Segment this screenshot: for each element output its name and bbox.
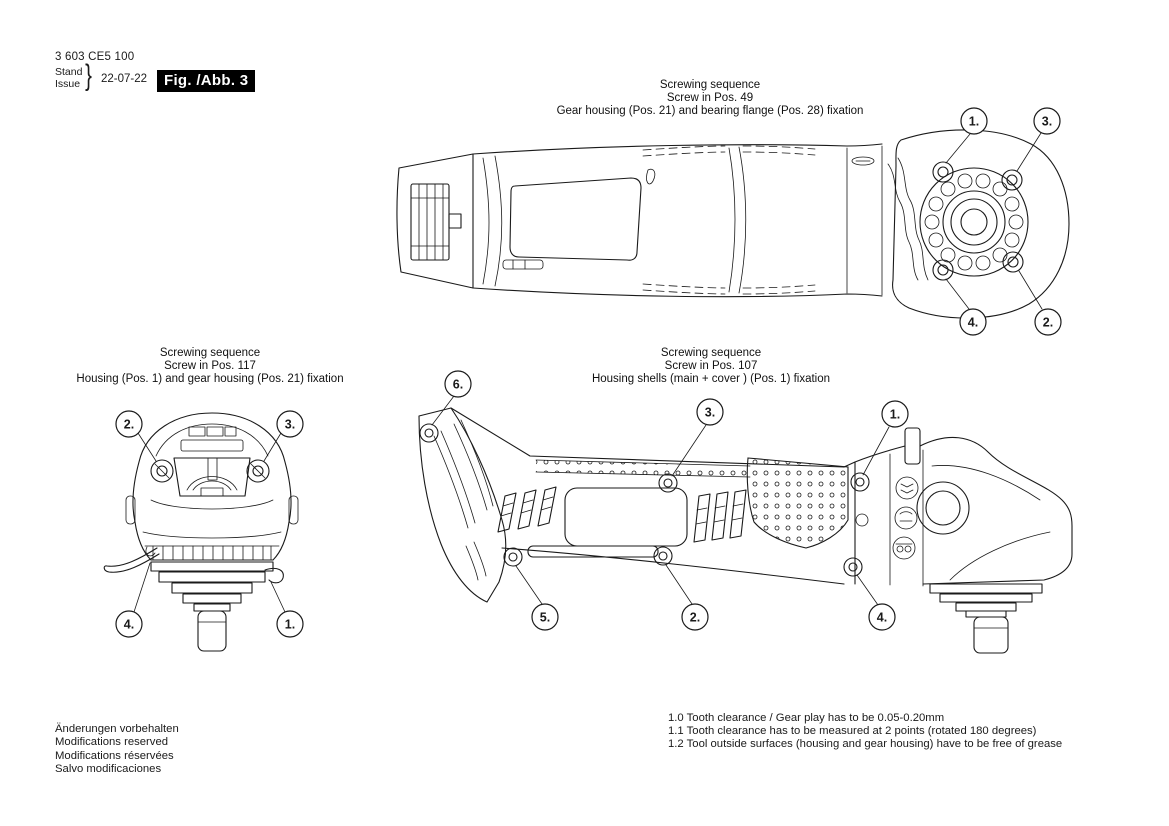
screw-markers-front-view <box>151 460 269 482</box>
part-number: 3 603 CE5 100 <box>55 51 135 63</box>
issue-label: Issue <box>55 78 81 90</box>
screw-pos107-1 <box>851 473 869 491</box>
warning-icon-2 <box>895 507 917 529</box>
svg-text:2.: 2. <box>1042 315 1054 330</box>
bearing-flange <box>920 168 1028 276</box>
spindle <box>198 611 226 651</box>
callout-1 <box>961 108 987 134</box>
svg-text:3.: 3. <box>1041 114 1053 129</box>
grinder-top-view-drawing <box>385 104 1080 354</box>
assembly-note-1-2: 1.2 Tool outside surfaces (housing and gear housing) have to be free of grease <box>668 738 1063 751</box>
goggles-icon <box>893 537 915 559</box>
screw-pos49-2 <box>1003 252 1023 272</box>
rear-vent-block <box>397 154 502 288</box>
caption-line: Screw in Pos. 49 <box>666 92 754 104</box>
screw-pos107-6 <box>420 424 438 442</box>
callout-6 <box>445 371 471 397</box>
spindle-stack <box>930 584 1042 653</box>
callout-4 <box>116 611 142 637</box>
svg-text:4.: 4. <box>967 315 979 330</box>
svg-text:1.: 1. <box>284 617 296 632</box>
housing-dome <box>139 413 285 462</box>
screw-pos117-2 <box>151 460 173 482</box>
flange-stack <box>151 562 273 651</box>
screw-pos49-1 <box>933 162 953 182</box>
svg-text:3.: 3. <box>284 417 296 432</box>
neck-rings <box>729 147 746 293</box>
svg-text:1.: 1. <box>889 407 901 422</box>
screw-pos107-5 <box>504 548 522 566</box>
grip-ribs <box>643 146 882 295</box>
caption-line: Housing shells (main + cover ) (Pos. 1) fixation <box>591 373 831 385</box>
callout-1 <box>882 401 908 427</box>
stand-label: Stand <box>55 66 83 78</box>
svg-text:3.: 3. <box>704 405 716 420</box>
caption-line: Screw in Pos. 117 <box>164 360 256 372</box>
molded-icons <box>893 477 918 559</box>
revision-note-en: Modifications reserved <box>55 736 169 749</box>
caption-line: Screwing sequence <box>660 347 762 359</box>
revision-note-de: Änderungen vorbehalten <box>55 723 179 735</box>
callout-4 <box>960 309 986 335</box>
svg-text:6.: 6. <box>452 377 464 392</box>
issue-date: 22-07-22 <box>101 73 148 85</box>
svg-text:4.: 4. <box>123 617 135 632</box>
spindle <box>974 617 1008 653</box>
revision-note-es: Salvo modificaciones <box>55 763 162 776</box>
callout-3 <box>697 399 723 425</box>
caption-line: Screwing sequence <box>659 79 761 91</box>
gear-head <box>844 428 1072 586</box>
lock-lever <box>905 428 920 464</box>
top-window <box>510 178 641 260</box>
caption-line: Screwing sequence <box>159 347 261 359</box>
figure-number-box: Fig. /Abb. 3 <box>157 70 255 92</box>
svg-text:1.: 1. <box>968 114 980 129</box>
callout-3 <box>277 411 303 437</box>
stand-issue-label <box>55 66 82 90</box>
screw-pos107-4 <box>844 558 862 576</box>
caption-line: Gear housing (Pos. 21) and bearing flange (Pos. 28) fixation <box>556 105 864 117</box>
grinder-front-view-drawing <box>95 400 345 670</box>
warning-icon-1 <box>896 477 918 499</box>
screw-pos117-3 <box>247 460 269 482</box>
grip-texture <box>536 458 848 548</box>
svg-text:2.: 2. <box>689 610 701 625</box>
vent-slots-right <box>694 490 746 542</box>
callout-4 <box>869 604 895 630</box>
motor-housing-outline <box>473 144 882 297</box>
callout-2 <box>1035 309 1061 335</box>
callout-1 <box>277 611 303 637</box>
svg-text:5.: 5. <box>539 610 551 625</box>
assembly-notes <box>668 712 1062 752</box>
callout-2 <box>116 411 142 437</box>
assembly-note-1-0: 1.0 Tooth clearance / Gear play has to be 0.05-0.20mm <box>668 712 945 724</box>
assembly-note-1-1: 1.1 Tooth clearance has to be measured at 2 points (rotated 180 degrees) <box>668 725 1037 738</box>
revision-notes <box>55 723 179 777</box>
svg-text:2.: 2. <box>123 417 135 432</box>
caption-line: Housing (Pos. 1) and gear housing (Pos. 21) fixation <box>76 373 344 385</box>
svg-text:4.: 4. <box>876 610 888 625</box>
caption-front-figure <box>30 347 390 386</box>
gear-head-outline <box>888 130 1069 318</box>
bearing-rollers <box>925 174 1023 270</box>
callout-2 <box>682 604 708 630</box>
gear-housing-face <box>174 458 250 496</box>
leader-lines <box>134 433 285 612</box>
caption-line: Screw in Pos. 107 <box>664 360 758 372</box>
grinder-bottom-view-drawing <box>410 370 1080 660</box>
screw-pos49-3 <box>1002 170 1022 190</box>
callout-3 <box>1034 108 1060 134</box>
callout-5 <box>532 604 558 630</box>
screw-pos107-3 <box>659 474 677 492</box>
revision-note-fr: Modifications réservées <box>55 749 174 762</box>
brace-glyph: } <box>85 58 92 92</box>
rear-fin <box>419 408 506 602</box>
vent-slots-left <box>498 487 556 532</box>
